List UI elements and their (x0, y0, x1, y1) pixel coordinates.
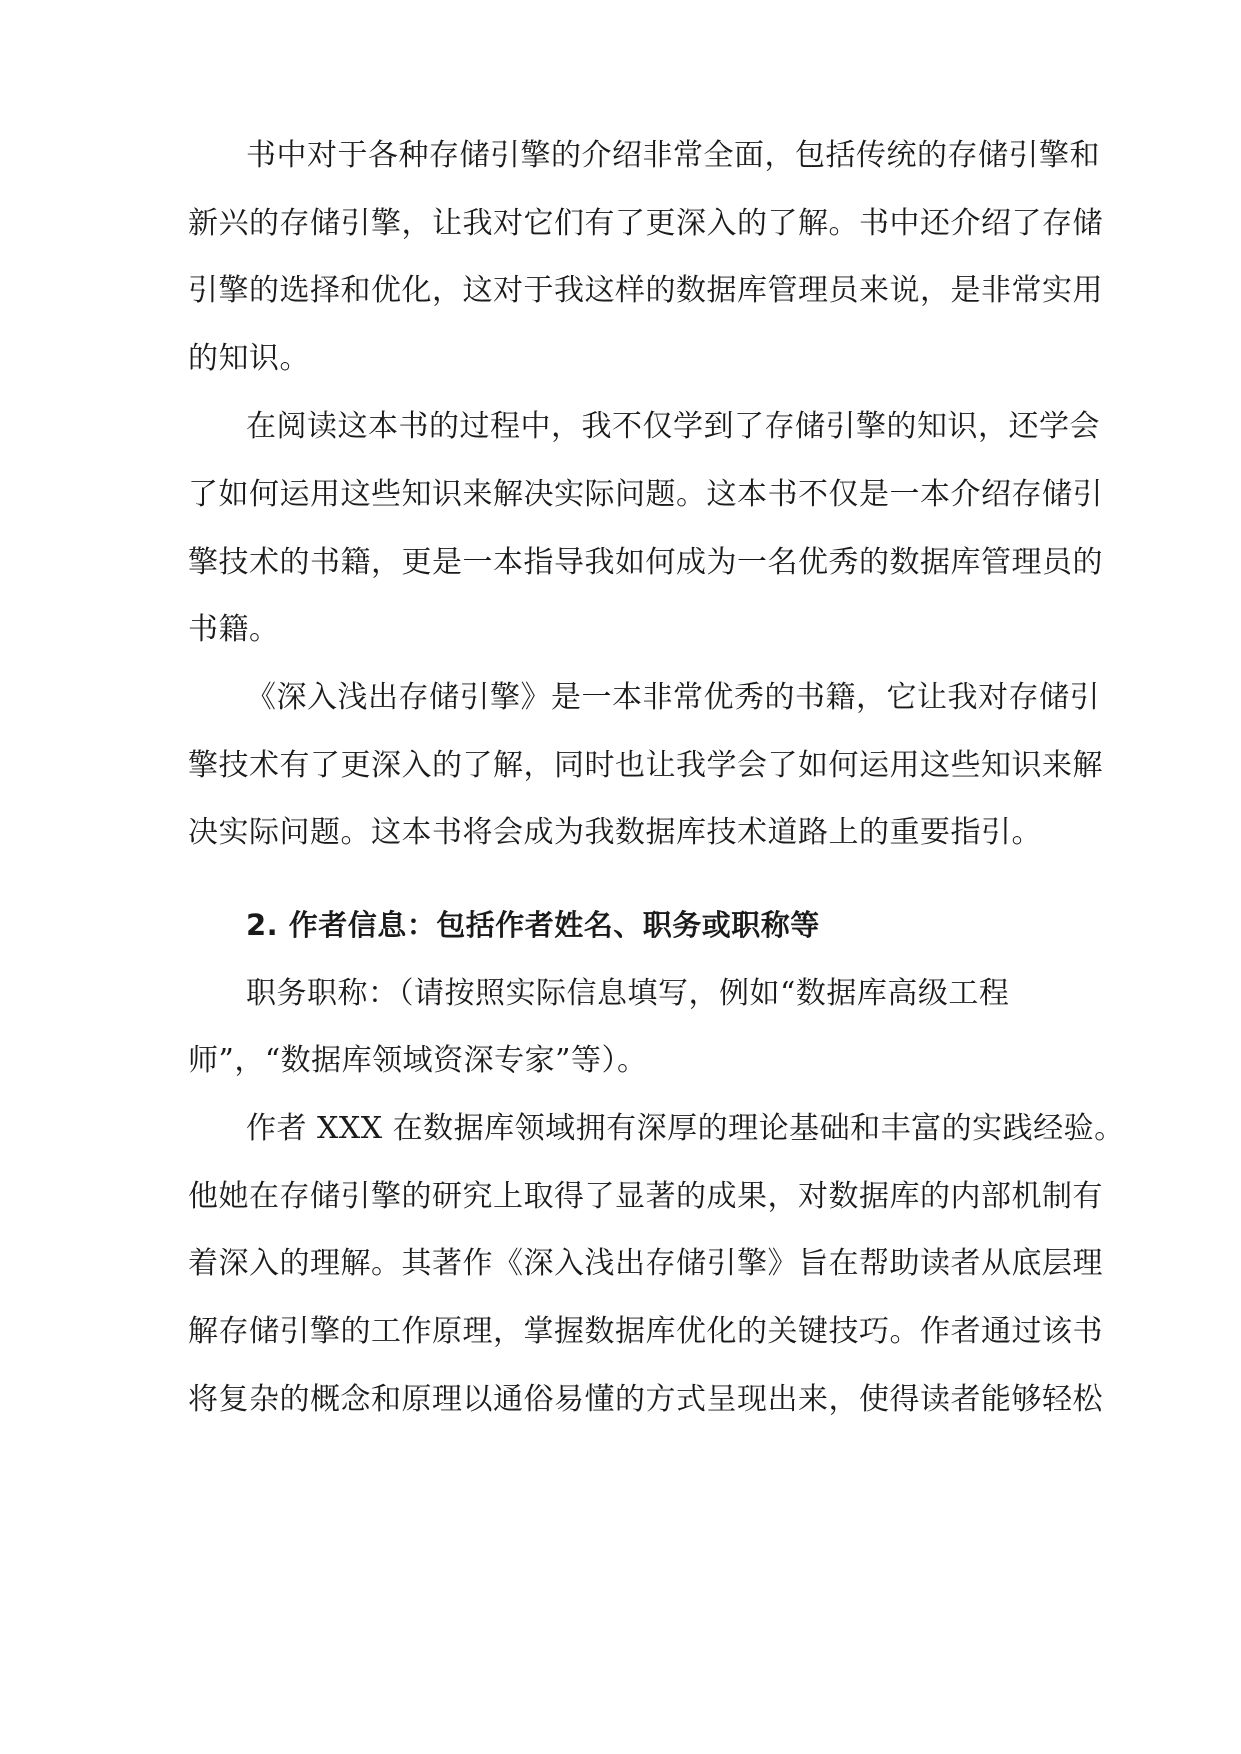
paragraph-2-line-1: 在阅读这本书的过程中，我不仅学到了存储引擎的知识，还学会 (246, 409, 1100, 444)
paragraph-4-line-1: 职务职称：（请按照实际信息填写，例如“数据库高级工程 (246, 976, 1010, 1011)
paragraph-5-line-1: 作者 XXX 在数据库领域拥有深厚的理论基础和丰富的实践经验。 (246, 1111, 1125, 1146)
paragraph-3-line-1: 《深入浅出存储引擎》是一本非常优秀的书籍，它让我对存储引 (246, 680, 1100, 715)
paragraph-2-line-4: 书籍。 (188, 612, 280, 647)
paragraph-5-line-5: 将复杂的概念和原理以通俗易懂的方式呈现出来，使得读者能够轻松 (188, 1382, 1103, 1417)
paragraph-3-line-2: 擎技术有了更深入的了解，同时也让我学会了如何运用这些知识来解 (188, 748, 1103, 783)
paragraph-5-line-3: 着深入的理解。其著作《深入浅出存储引擎》旨在帮助读者从底层理 (188, 1246, 1103, 1281)
paragraph-3-line-3: 决实际问题。这本书将会成为我数据库技术道路上的重要指引。 (188, 815, 1042, 850)
paragraph-1-line-3: 引擎的选择和优化，这对于我这样的数据库管理员来说，是非常实用 (188, 273, 1103, 308)
paragraph-4-line-2: 师”，“数据库领域资深专家”等）。 (188, 1043, 648, 1078)
paragraph-1-line-4: 的知识。 (188, 341, 310, 376)
paragraph-2-line-2: 了如何运用这些知识来解决实际问题。这本书不仅是一本介绍存储引 (188, 477, 1103, 512)
paragraph-1-line-1: 书中对于各种存储引擎的介绍非常全面，包括传统的存储引擎和 (246, 138, 1100, 173)
section-heading-author-info: 2. 作者信息：包括作者姓名、职务或职称等 (246, 908, 820, 942)
paragraph-2-line-3: 擎技术的书籍，更是一本指导我如何成为一名优秀的数据库管理员的 (188, 545, 1103, 580)
paragraph-5-line-2: 他她在存储引擎的研究上取得了显著的成果，对数据库的内部机制有 (188, 1179, 1103, 1214)
paragraph-5-line-4: 解存储引擎的工作原理，掌握数据库优化的关键技巧。作者通过该书 (188, 1314, 1103, 1349)
paragraph-1-line-2: 新兴的存储引擎，让我对它们有了更深入的了解。书中还介绍了存储 (188, 206, 1103, 241)
